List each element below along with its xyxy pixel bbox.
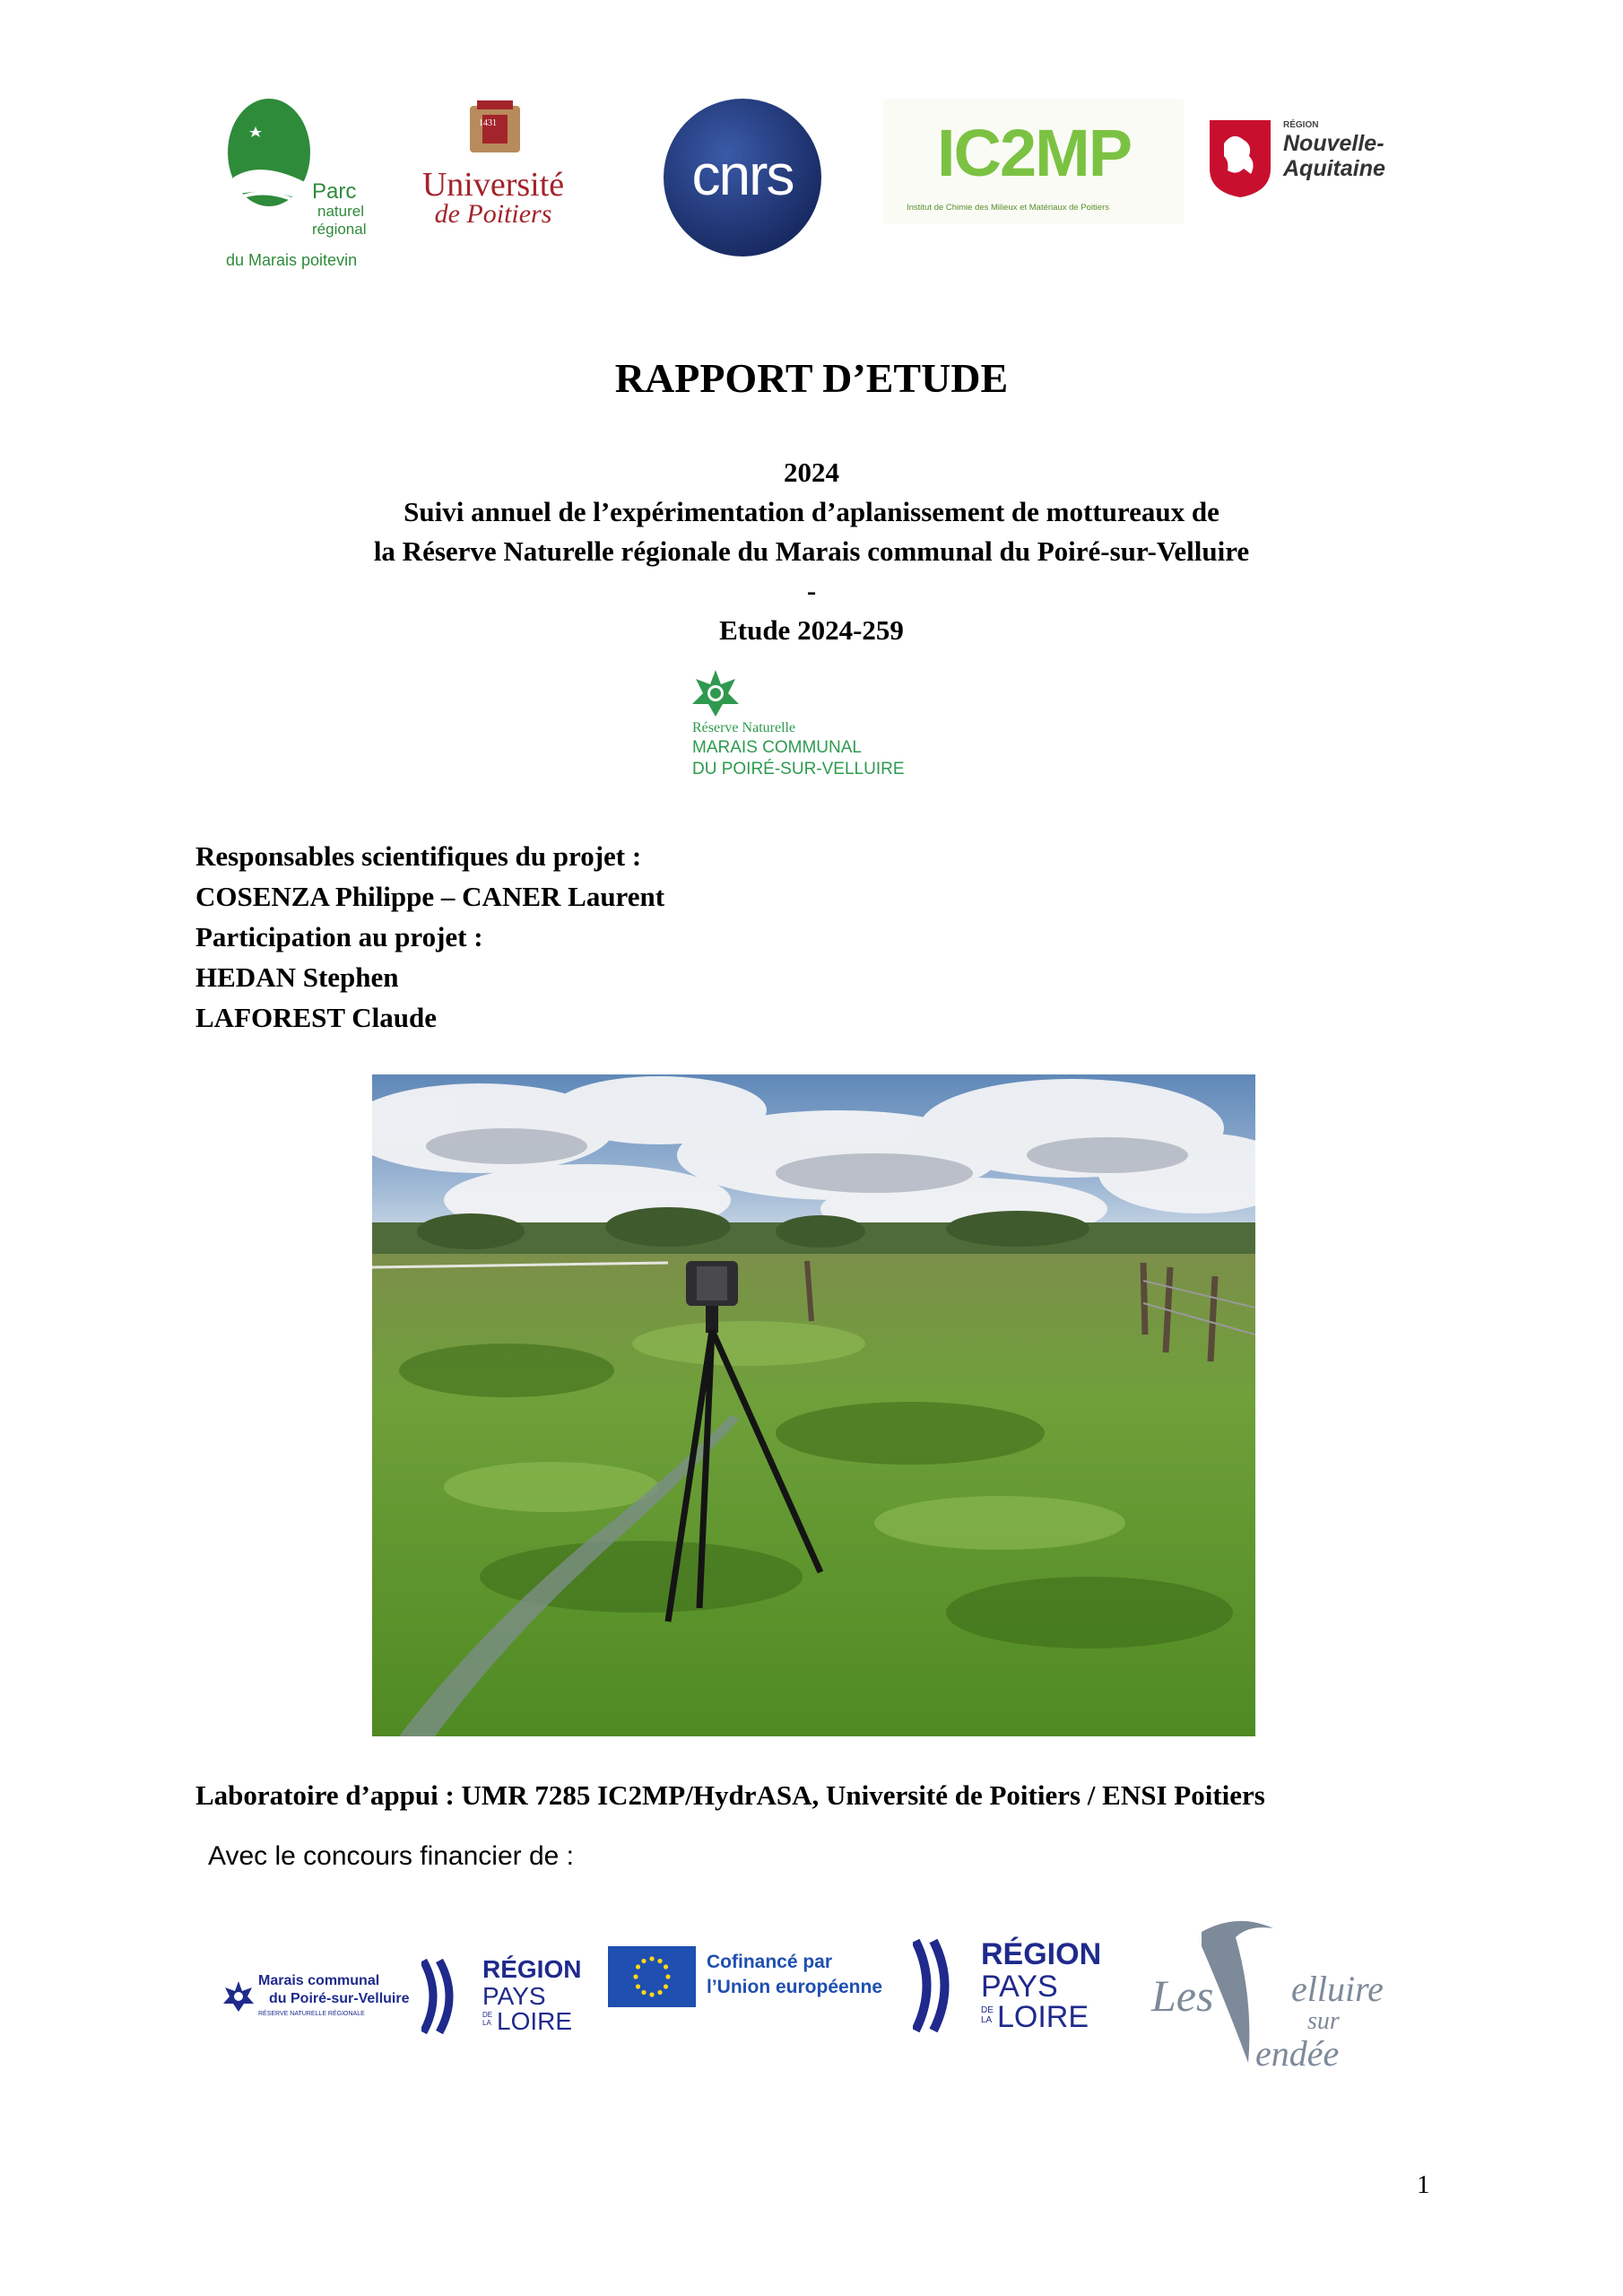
support-laboratory: Laboratoire d’appui : UMR 7285 IC2MP/HydrASA, Université de Poitiers / ENSI Poitiers [195,1779,1265,1811]
parc-text-3: régional [312,221,367,238]
pdl2-de-la [981,2005,994,2025]
reserve-text-3: DU POIRÉ-SUR-VELLUIRE [692,760,905,778]
ic2mp-caption: Institut de Chimie des Milieux et Matériaux de Poitiers [907,203,1109,213]
marais-text-1: Marais communal [258,1973,380,1988]
reserve-naturelle-logo [690,668,924,785]
pdl-la: LA [482,2019,491,2027]
na-region-label: RÉGION [1283,120,1319,130]
reserve-text-2: MARAIS COMMUNAL [692,738,862,757]
cnrs-text: cnrs [691,143,794,207]
na-text-2: Aquitaine [1283,156,1385,181]
participant-2: LAFOREST Claude [195,1002,438,1033]
marais-star-icon [222,1980,255,2013]
pdl-de-la [482,2011,492,2027]
project-people [195,836,664,1038]
pdl-region: RÉGION [482,1955,582,1983]
resp-label: Responsables scientifiques du projet : [195,840,642,872]
pdl2-loire: LOIRE [997,2000,1089,2034]
velluire-les: Les [1151,1970,1214,2021]
velluire-endee: endée [1255,2033,1340,2074]
funding-intro: Avec le concours financier de : [208,1841,575,1871]
subtitle-line-1: Suivi annuel de l’expérimentation d’aplanissement de mottureaux de [404,496,1219,527]
lion-shield-icon [1206,117,1274,199]
participant-1: HEDAN Stephen [195,961,399,993]
region-pays-de-la-loire-logo-2 [913,1937,1102,2045]
pdl2-region: RÉGION [981,1937,1102,1971]
pdl2-pays: PAYS [981,1970,1058,2004]
pdl2-la: LA [981,2015,993,2025]
partner-logos-top [0,90,1623,278]
eu-text-2: l’Union européenne [707,1977,883,1997]
funder-logos [0,1901,1623,2081]
ic2mp-logo [883,99,1184,224]
na-text-1: Nouvelle- [1283,131,1384,156]
pdl-pays: PAYS [482,1982,546,2010]
cnrs-logo [662,97,823,258]
university-name-1: Université [421,166,565,204]
universite-poitiers-logo [386,99,601,251]
pdl-loire: LOIRE [497,2007,573,2035]
pdl-chevron-icon [421,1959,466,2034]
region-nouvelle-aquitaine-logo [1206,117,1403,215]
pdl2-de: DE [981,2005,994,2015]
marsh-scanner-photo-image [372,1074,1255,1736]
reserve-text-1: Réserve Naturelle [692,720,796,735]
university-name-2: de Poitiers [434,199,552,229]
marais-text-3: RÉSERVE NATURELLE RÉGIONALE [258,2011,365,2017]
participation-label: Participation au projet : [195,921,483,952]
ic2mp-text: IC2MP [937,116,1132,190]
eu-cofinancing-logo [608,1946,904,2018]
subtitle-block [269,453,1354,650]
university-year: 1431 [479,118,497,128]
parc-text-2: naturel [317,203,364,220]
parc-text-1: Parc [312,179,357,204]
parc-marais-poitevin-logo [224,97,368,276]
field-photo [372,1074,1255,1736]
report-year: 2024 [784,457,839,488]
marais-text-2: du Poiré-sur-Velluire [269,1991,410,2006]
velluire-elluire: elluire [1291,1969,1384,2009]
pdl-chevron-icon-2 [913,1939,963,2032]
parc-text-4: du Marais poitevin [226,251,358,269]
subtitle-separator: - [806,575,817,606]
marais-communal-logo [222,1973,420,2027]
velluire-sur-vendee-logo [1148,1910,1435,2081]
eu-flag-icon [608,1946,696,2007]
region-pays-de-la-loire-logo [421,1955,583,2045]
reserve-star-icon [690,668,741,718]
page-number: 1 [1417,2170,1430,2199]
report-title: RAPPORT D’ETUDE [614,355,1009,401]
velluire-sur: sur [1307,2007,1340,2035]
eu-text-1: Cofinancé par [707,1952,833,1972]
resp-names: COSENZA Philippe – CANER Laurent [195,881,665,912]
study-number: Etude 2024-259 [719,614,904,646]
pdl-de: DE [482,2011,493,2019]
subtitle-line-2: la Réserve Naturelle régionale du Marais communal du Poiré-sur-Velluire [373,535,1250,567]
